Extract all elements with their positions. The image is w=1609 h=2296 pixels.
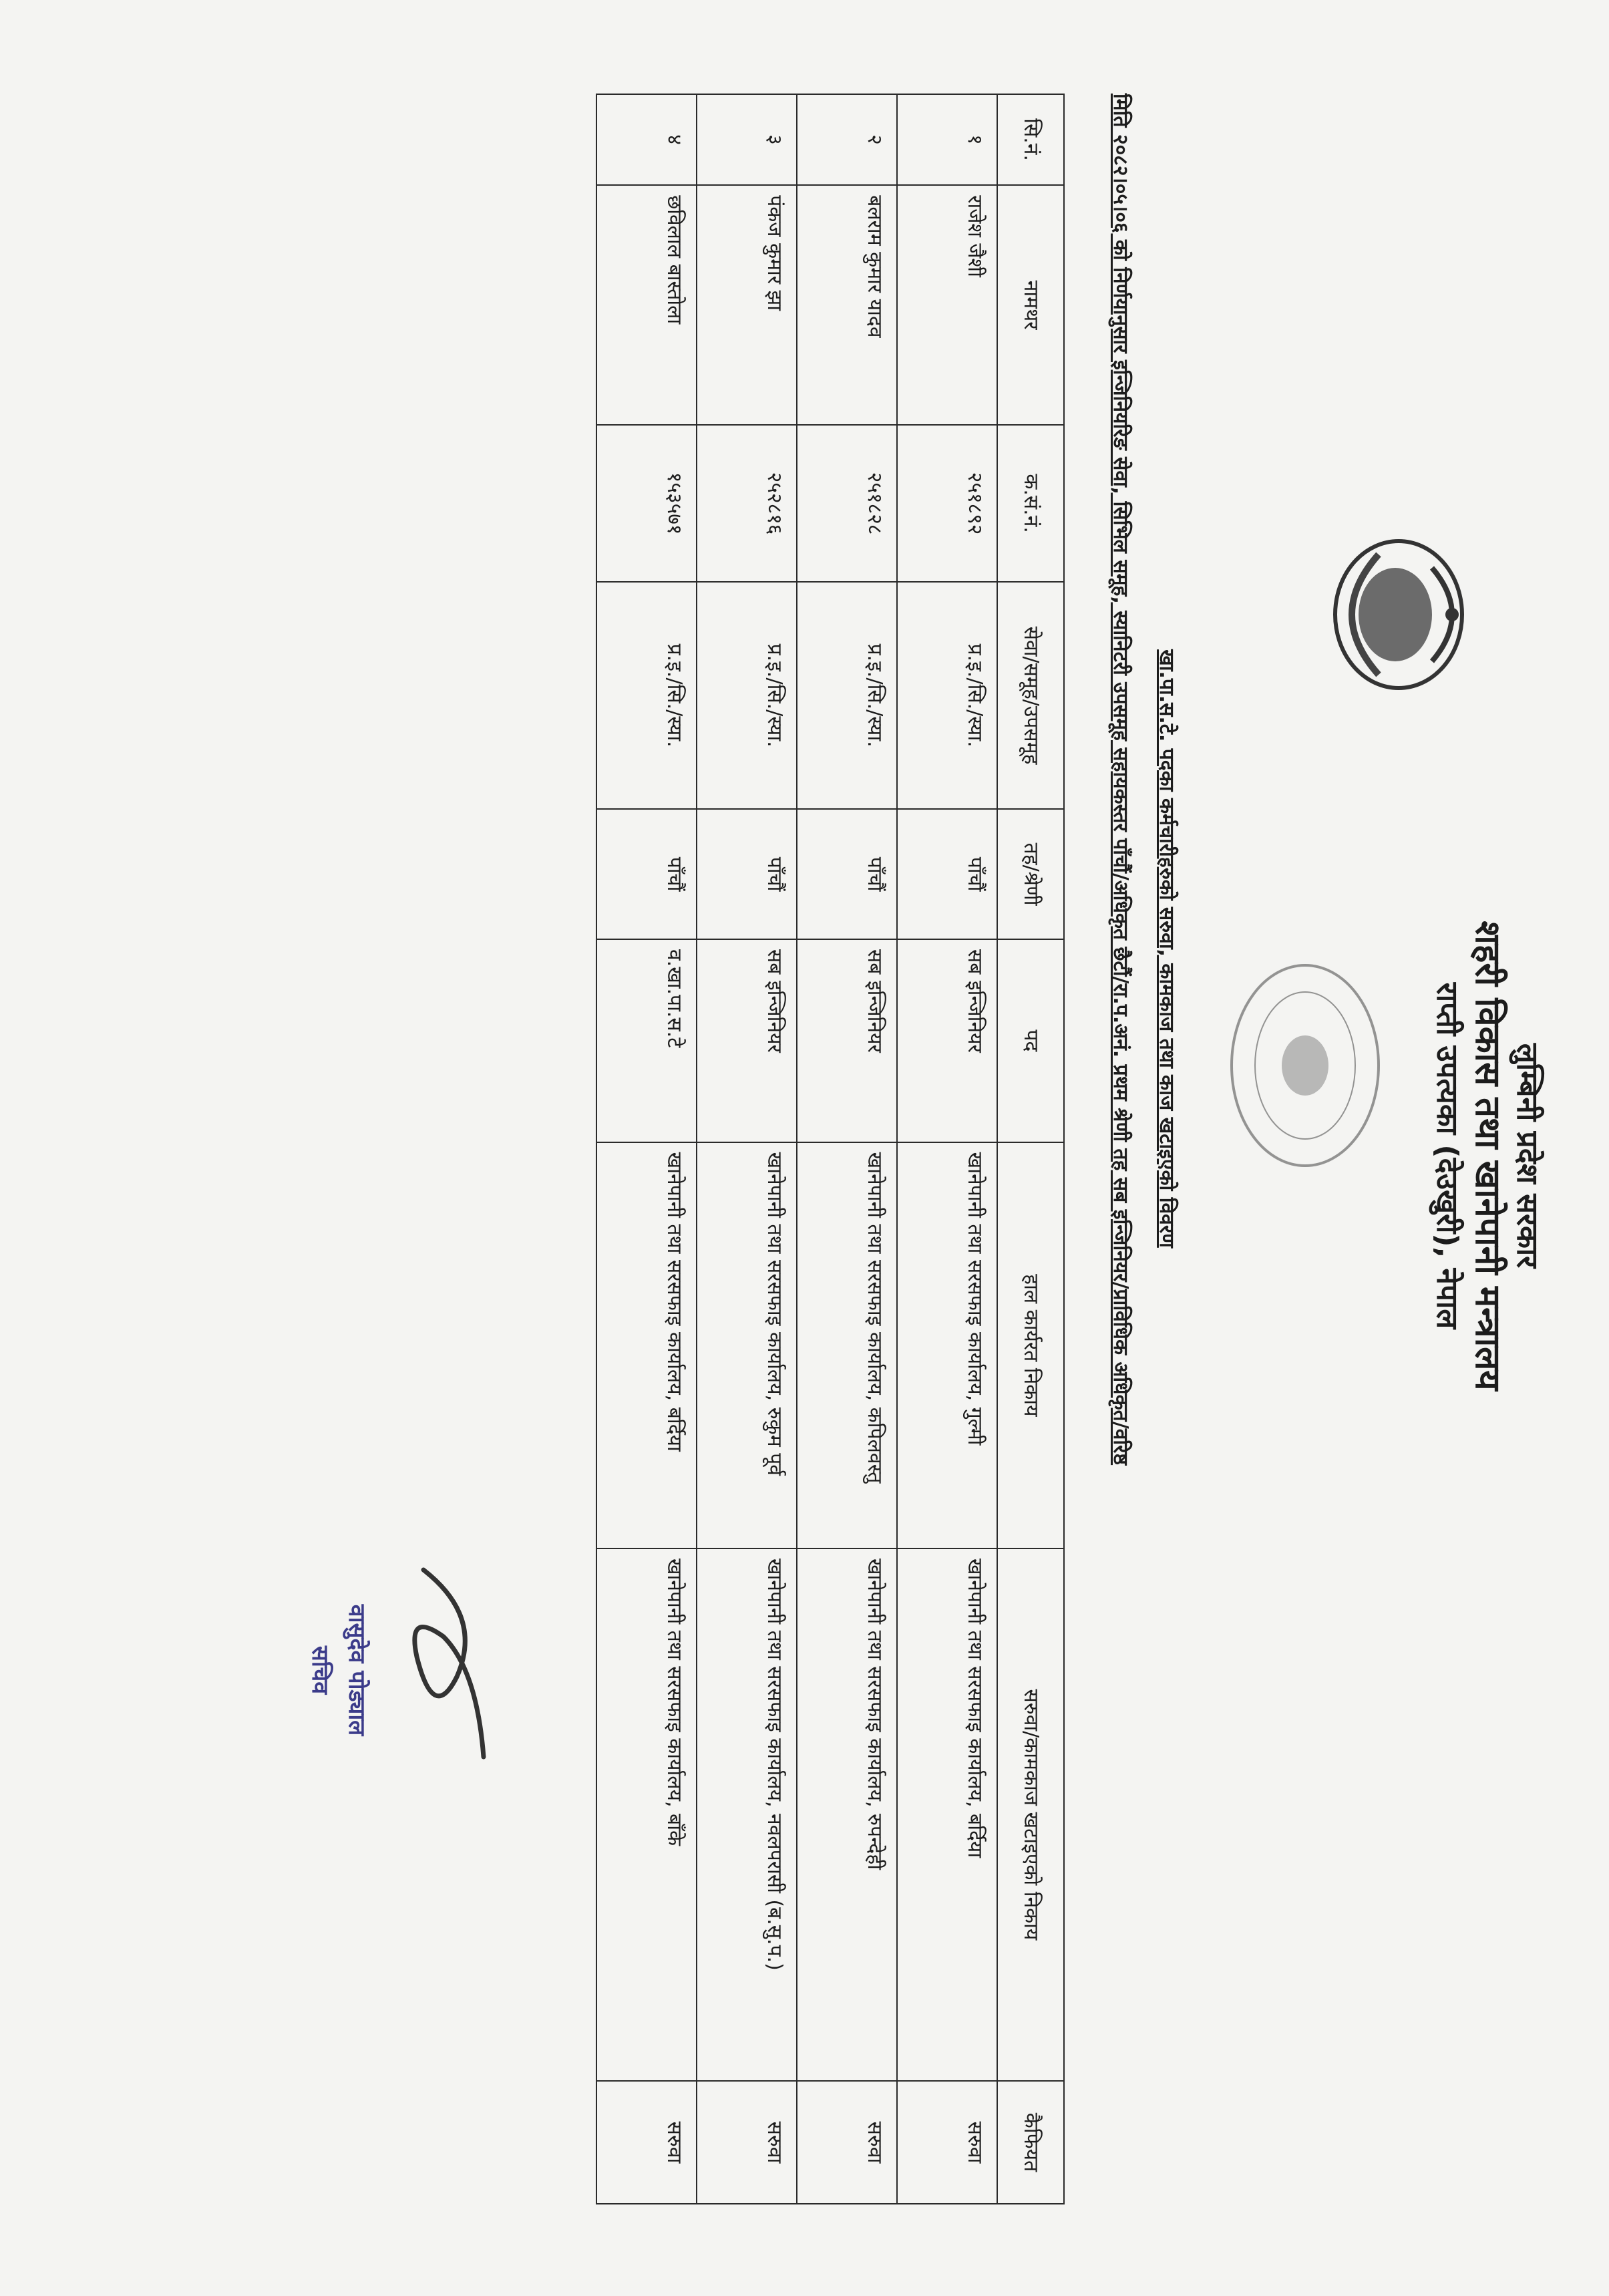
column-header: हाल कार्यरत निकाय (997, 1142, 1064, 1548)
serial-cell: १ (897, 94, 997, 185)
post-cell: सब इन्जिनियर (697, 939, 797, 1142)
column-header: पद (997, 939, 1064, 1142)
table-header-row (997, 94, 1064, 2204)
current-office-cell: खानेपानी तथा सरसफाइ कार्यालय, रुकुम पूर्व (697, 1142, 797, 1548)
level-cell: पाँचौं (897, 809, 997, 939)
remarks-cell: सरुवा (897, 2081, 997, 2204)
service-cell: प्र.इ./सि./स्या. (797, 582, 897, 809)
employee-id-cell: २५१८९२ (897, 425, 997, 582)
service-cell: प्र.इ./सि./स्या. (897, 582, 997, 809)
level-cell: पाँचौं (797, 809, 897, 939)
level-cell: पाँचौं (596, 809, 697, 939)
column-header: तह/श्रेणी (997, 809, 1064, 939)
column-header: नामथर (997, 185, 1064, 425)
level-cell: पाँचौं (697, 809, 797, 939)
post-cell: व.खा.पा.स.टे (596, 939, 697, 1142)
ministry-name: शहरी विकास तथा खानेपानी मन्त्रालय (1467, 921, 1507, 1391)
employee-id-cell: २५१८२८ (797, 425, 897, 582)
current-office-cell: खानेपानी तथा सरसफाइ कार्यालय, गुल्मी (897, 1142, 997, 1548)
table-row (596, 94, 697, 2204)
table-row (897, 94, 997, 2204)
column-header: सि.नं. (997, 94, 1064, 185)
new-office-cell: खानेपानी तथा सरसफाइ कार्यालय, रुपन्देही (797, 1548, 897, 2081)
letterhead (1429, 655, 1546, 1657)
post-cell: सब इन्जिनियर (897, 939, 997, 1142)
transfer-table (596, 94, 1065, 2204)
column-header: सेवा/समूह/उपसमूह (997, 582, 1064, 809)
serial-cell: ४ (596, 94, 697, 185)
name-cell: छविलाल बास्तोला (596, 185, 697, 425)
new-office-cell: खानेपानी तथा सरसफाइ कार्यालय, बाँके (596, 1548, 697, 2081)
office-location: राप्ती उपत्यका (देउखुरी), नेपाल (1430, 982, 1464, 1329)
new-office-cell: खानेपानी तथा सरसफाइ कार्यालय, बर्दिया (897, 1548, 997, 2081)
remarks-cell: सरुवा (596, 2081, 697, 2204)
name-cell: राजेश जैशी (897, 185, 997, 425)
signatory-title: सचिव (307, 1645, 333, 1695)
new-office-cell: खानेपानी तथा सरसफाइ कार्यालय, नवलपरासी (ब.सु.प.) (697, 1548, 797, 2081)
column-header: कैफियत (997, 2081, 1064, 2204)
column-header: सरुवा/कामकाज खटाइएको निकाय (997, 1548, 1064, 2081)
remarks-cell: सरुवा (797, 2081, 897, 2204)
column-header: क.सं.नं. (997, 425, 1064, 582)
serial-cell: २ (797, 94, 897, 185)
document-heading: खा.पा.स.टे. पदका कर्मचारीहरुको सरुवा, कामकाज तथा काज खटाइएको विवरण (1155, 649, 1178, 1248)
service-cell: प्र.इ./सि./स्या. (697, 582, 797, 809)
table-row (697, 94, 797, 2204)
name-cell: बलराम कुमार यादव (797, 185, 897, 425)
name-cell: पंकज कुमार झा (697, 185, 797, 425)
current-office-cell: खानेपानी तथा सरसफाइ कार्यालय, बर्दिया (596, 1142, 697, 1548)
current-office-cell: खानेपानी तथा सरसफाइ कार्यालय, कपिलवस्तु (797, 1142, 897, 1548)
signatory-name: वासुदेव पोड्याल (343, 1604, 370, 1736)
service-cell: प्र.इ./सि./स्या. (596, 582, 697, 809)
post-cell: सब इन्जिनियर (797, 939, 897, 1142)
employee-id-cell: २५२८१६ (697, 425, 797, 582)
handwritten-signature-icon (397, 1556, 497, 1770)
table-row (797, 94, 897, 2204)
decision-line: मिति २०८२।०५।०६ को निर्णयानुसार इन्जिनियरिङ सेवा, सिभिल समूह, स्यानिटरी उपसमूह सहायकस्तर पाँचौं/अधिकृत छैटौं/रा.प.अनं. प्रथम श्रेणी तह सब इन्जिनियर/प्राविधिक अधिकृत/वरिष्ठ (1109, 94, 1132, 1466)
serial-cell: ३ (697, 94, 797, 185)
ministry-seal-icon (1222, 955, 1389, 1176)
employee-id-cell: १५३५७१ (596, 425, 697, 582)
remarks-cell: सरुवा (697, 2081, 797, 2204)
government-name: लुम्बिनी प्रदेश सरकार (1510, 1043, 1544, 1269)
